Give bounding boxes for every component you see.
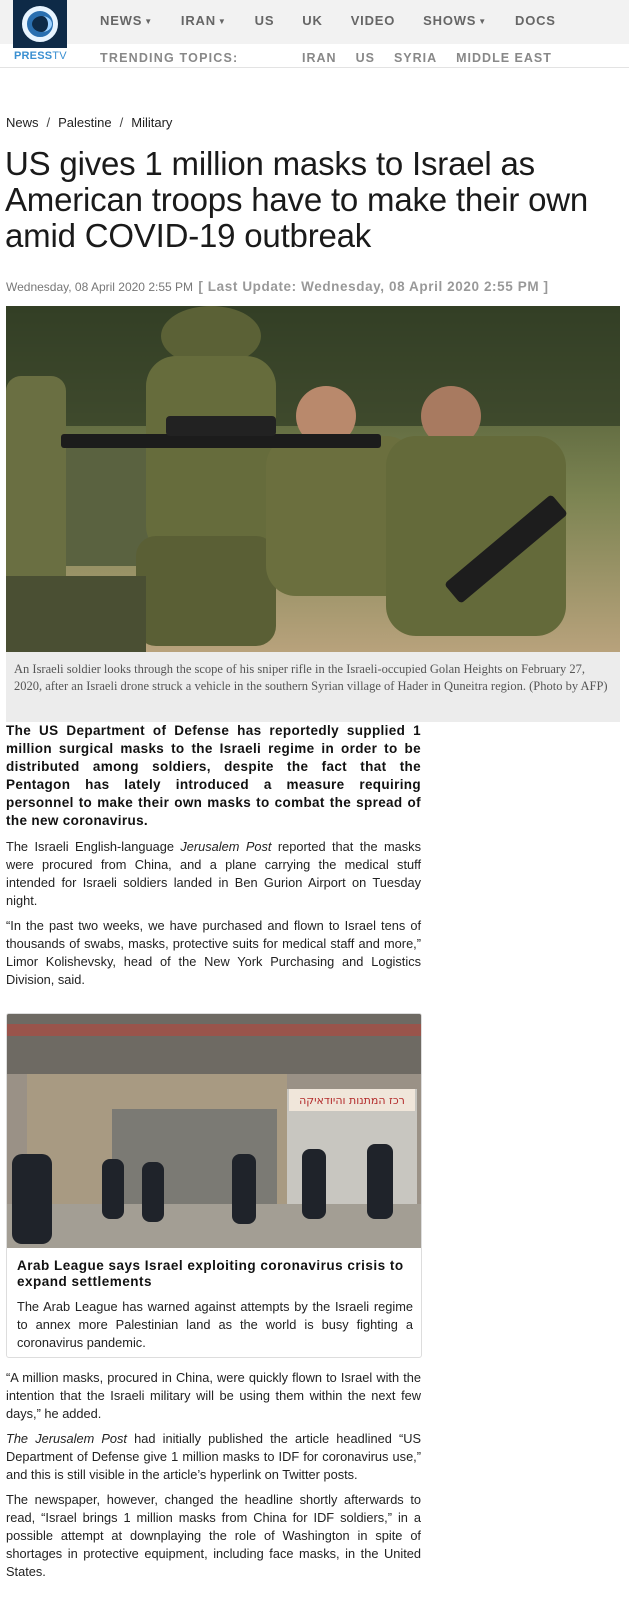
publication-name: The Jerusalem Post bbox=[6, 1431, 127, 1446]
trending-topic-us[interactable]: US bbox=[355, 51, 375, 65]
trending-topic-iran[interactable]: IRAN bbox=[302, 51, 337, 65]
main-nav bbox=[100, 13, 584, 28]
presstv-logo[interactable] bbox=[13, 0, 67, 48]
nav-item-iran[interactable]: IRAN ▼ bbox=[180, 13, 227, 28]
publish-date: Wednesday, 08 April 2020 2:55 PM bbox=[6, 280, 194, 294]
publication-name: Jerusalem Post bbox=[180, 839, 272, 854]
article-paragraph: “A million masks, procured in China, were quickly flown to Israel with the intention that the Israeli military will be using them within the next few days,” he added. bbox=[6, 1370, 421, 1421]
trending-topic-middle-east[interactable]: MIDDLE EAST bbox=[456, 51, 552, 65]
image-caption: An Israeli soldier looks through the scope of his sniper rifle in the Israeli-occupied Golan Heights on February 27, 2020, after an Israeli drone struck a vehicle in the southern Syrian village of Hader in Quneitra region. (Photo by AFP) bbox=[6, 652, 620, 722]
breadcrumb bbox=[6, 115, 172, 130]
chevron-down-icon: ▼ bbox=[478, 17, 487, 27]
article-paragraph: The Israeli English-language Jerusalem Post reported that the masks were procured from China, and a plane carrying the medical stuff intended for Israeli soldiers landed in Ben Gurion Airport on Tuesday night. bbox=[6, 839, 421, 908]
site-header bbox=[0, 0, 629, 68]
related-article-title[interactable]: Arab League says Israel exploiting coronavirus crisis to expand settlements bbox=[17, 1258, 404, 1289]
trending-topics bbox=[302, 51, 571, 65]
breadcrumb-separator: / bbox=[119, 115, 124, 130]
nav-item-uk[interactable]: UK bbox=[302, 13, 323, 28]
breadcrumb-news[interactable]: News bbox=[6, 115, 39, 130]
nav-item-docs[interactable]: DOCS bbox=[515, 13, 556, 28]
shop-sign-text: רכז המתנות והיודאיקה bbox=[299, 1094, 405, 1107]
breadcrumb-military[interactable]: Military bbox=[131, 115, 173, 130]
logo-wordmark[interactable]: PRESSTV bbox=[14, 50, 67, 62]
trending-topic-syria[interactable]: SYRIA bbox=[393, 51, 438, 65]
article-hero-image bbox=[6, 306, 620, 652]
related-article-card[interactable] bbox=[6, 1013, 422, 1358]
breadcrumb-palestine[interactable]: Palestine bbox=[58, 115, 112, 130]
article-lead: The US Department of Defense has reportedly supplied 1 million surgical masks to the Israeli regime in order to be distributed among soldiers, despite the fact that the Pentagon has lately introduced a measure requiring personnel to make their own masks to combat the spread of the new coronavirus. bbox=[6, 723, 421, 828]
last-update: [ Last Update: Wednesday, 08 April 2020 2:55 PM ] bbox=[198, 279, 549, 294]
article-paragraph: The newspaper, however, changed the headline shortly afterwards to read, “Israel brings 1 million masks from China for IDF soldiers,” in a possible attempt at downplaying the role of Washington in spite of shortages in protective equipment, including face masks, in the United States. bbox=[6, 1492, 421, 1579]
article-dateline bbox=[6, 279, 549, 294]
chevron-down-icon: ▼ bbox=[144, 17, 153, 27]
nav-item-news[interactable]: NEWS ▼ bbox=[100, 13, 153, 28]
article-paragraph: “In the past two weeks, we have purchased and flown to Israel tens of thousands of swabs, masks, protective suits for medical staff and more,” Limor Kolishevsky, head of the New York Purchasing and Logistics Division, said. bbox=[6, 918, 421, 987]
nav-item-video[interactable]: VIDEO bbox=[350, 13, 396, 28]
logo-icon bbox=[22, 6, 58, 42]
related-article-image[interactable] bbox=[7, 1014, 422, 1248]
trending-label: TRENDING TOPICS: bbox=[100, 51, 239, 65]
chevron-down-icon: ▼ bbox=[217, 17, 227, 27]
nav-item-us[interactable]: US bbox=[254, 13, 275, 28]
article-title: US gives 1 million masks to Israel as American troops have to make their own amid COVID-19 outbreak bbox=[5, 145, 589, 254]
breadcrumb-separator: / bbox=[46, 115, 51, 130]
related-article-summary: The Arab League has warned against attempts by the Israeli regime to annex more Palestinian land as the world is busy fighting a coronavirus pandemic. bbox=[17, 1299, 413, 1350]
nav-item-shows[interactable]: SHOWS ▼ bbox=[423, 13, 487, 28]
article-paragraph: The Jerusalem Post had initially published the article headlined “US Department of Defense give 1 million masks to IDF for coronavirus use,” and this is still visible in the article’s hyperlink on Twitter posts. bbox=[6, 1431, 421, 1482]
